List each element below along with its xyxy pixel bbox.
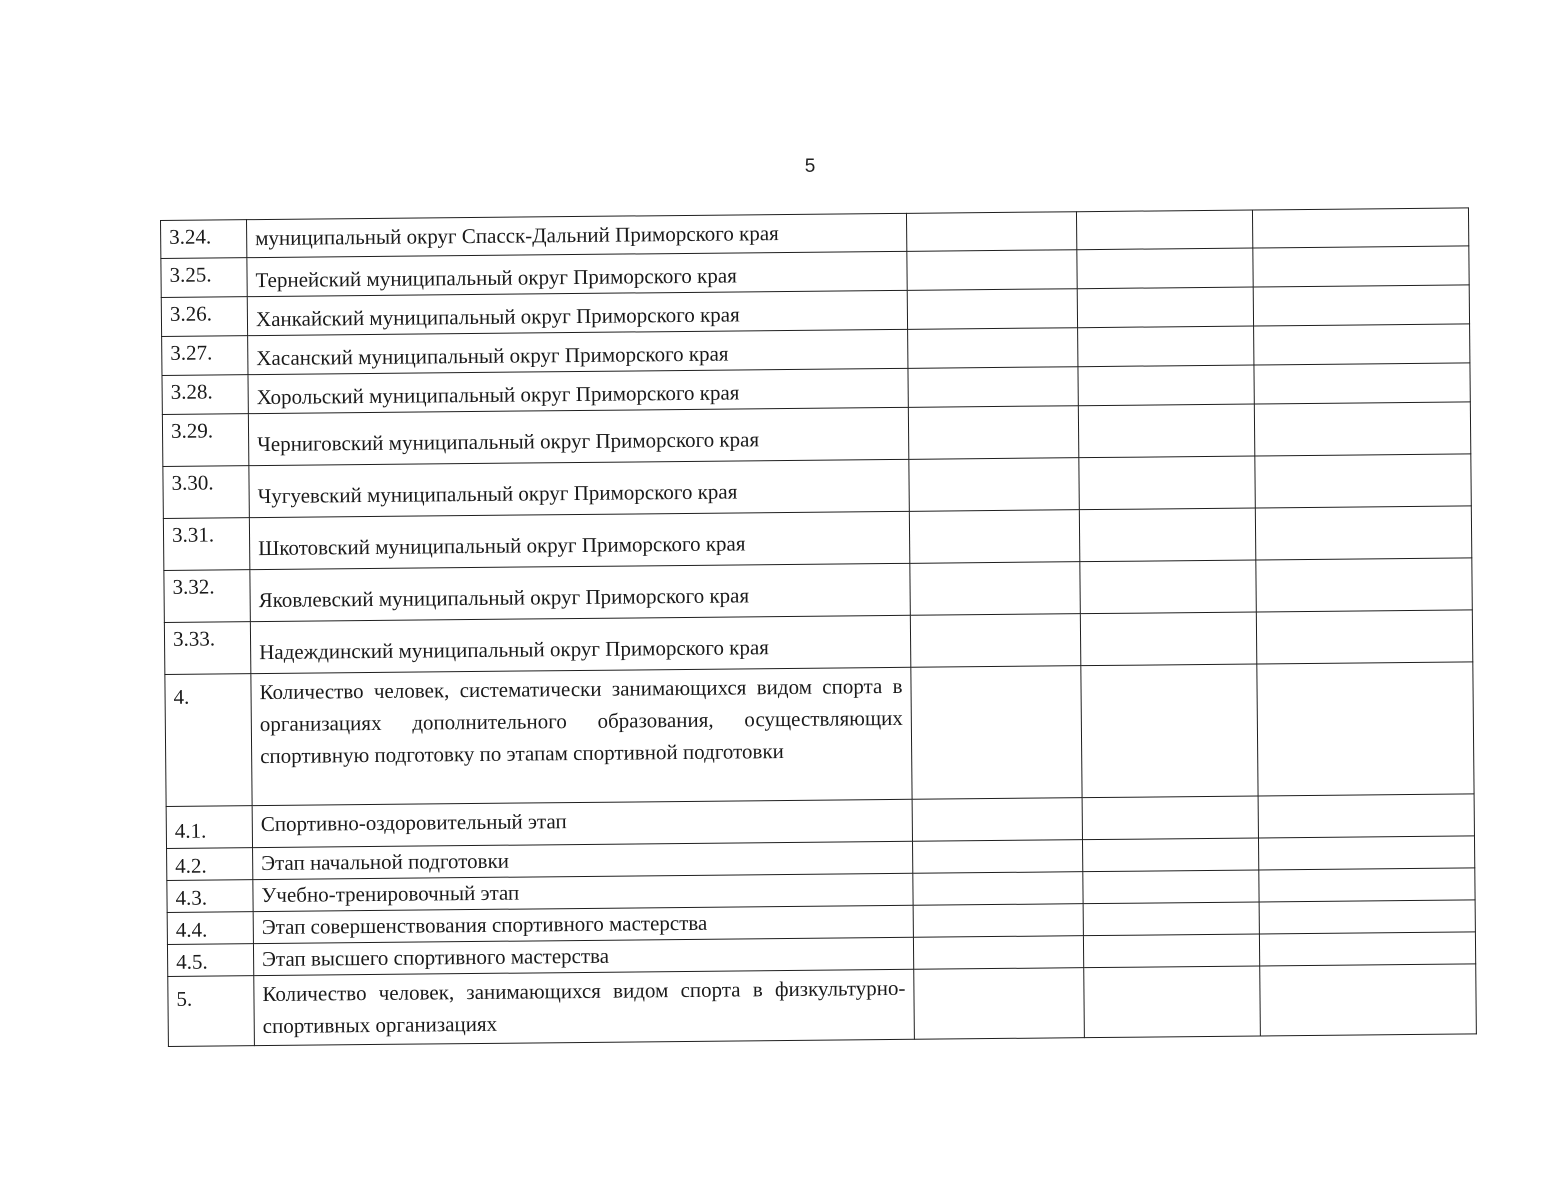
empty-cell bbox=[908, 367, 1078, 408]
row-number: 3.27. bbox=[162, 336, 248, 376]
statistics-table-container bbox=[160, 207, 1476, 1047]
row-name: Учебно-тренировочный этап bbox=[253, 873, 913, 911]
row-number: 4.4. bbox=[167, 912, 253, 945]
empty-cell bbox=[913, 904, 1083, 938]
empty-cell bbox=[907, 289, 1077, 330]
row-number: 3.28. bbox=[162, 375, 248, 415]
empty-cell bbox=[1080, 560, 1256, 614]
row-name: Чугуевский муниципальный округ Приморского края bbox=[249, 459, 909, 517]
row-name: Спортивно-оздоровительный этап bbox=[252, 799, 912, 847]
row-name: Хасанский муниципальный округ Приморского края bbox=[248, 329, 908, 374]
row-number: 3.31. bbox=[163, 518, 249, 571]
empty-cell bbox=[907, 250, 1077, 291]
row-number: 3.24. bbox=[161, 220, 247, 259]
empty-cell bbox=[908, 406, 1078, 460]
empty-cell bbox=[913, 936, 1083, 970]
empty-cell bbox=[1259, 868, 1475, 902]
empty-cell bbox=[1259, 900, 1475, 934]
empty-cell bbox=[1078, 365, 1254, 406]
empty-cell bbox=[910, 562, 1080, 616]
empty-cell bbox=[1258, 794, 1474, 838]
empty-cell bbox=[909, 458, 1079, 512]
empty-cell bbox=[1084, 966, 1261, 1038]
table-row bbox=[165, 662, 1474, 807]
row-name: Тернейский муниципальный округ Приморского края bbox=[247, 251, 907, 296]
row-name: Шкотовский муниципальный округ Приморского края bbox=[249, 511, 909, 569]
empty-cell bbox=[1253, 246, 1469, 287]
empty-cell bbox=[1077, 287, 1253, 328]
empty-cell bbox=[1254, 324, 1470, 365]
row-name: Количество человек, занимающихся видом спорта в физкультурно-спортивных организациях bbox=[254, 969, 915, 1045]
empty-cell bbox=[909, 510, 1079, 564]
empty-cell bbox=[1078, 404, 1254, 458]
empty-cell bbox=[1082, 838, 1258, 872]
empty-cell bbox=[1081, 664, 1258, 798]
empty-cell bbox=[1255, 506, 1471, 560]
empty-cell bbox=[1254, 363, 1470, 404]
empty-cell bbox=[1080, 612, 1256, 666]
row-number: 3.32. bbox=[164, 570, 250, 623]
statistics-table bbox=[160, 207, 1477, 1047]
row-number: 3.29. bbox=[162, 414, 248, 467]
row-name: Хорольский муниципальный округ Приморского края bbox=[248, 368, 908, 413]
row-number: 4. bbox=[165, 674, 252, 807]
empty-cell bbox=[908, 328, 1078, 369]
row-name: Этап высшего спортивного мастерства bbox=[253, 937, 913, 975]
empty-cell bbox=[1082, 796, 1258, 840]
table-row bbox=[168, 964, 1477, 1047]
empty-cell bbox=[912, 840, 1082, 874]
empty-cell bbox=[1079, 456, 1255, 510]
row-name: Этап совершенствования спортивного мастерства bbox=[253, 905, 913, 943]
row-number: 5. bbox=[168, 976, 255, 1047]
row-name: Этап начальной подготовки bbox=[253, 841, 913, 879]
row-name: Количество человек, систематически занимающихся видом спорта в организациях дополнительного образования, осуществляющих спортивную подготовку по этапам спортивной подготовки bbox=[251, 667, 912, 805]
empty-cell bbox=[1083, 902, 1259, 936]
empty-cell bbox=[1255, 454, 1471, 508]
row-name: Надеждинский муниципальный округ Приморского края bbox=[250, 615, 910, 673]
empty-cell bbox=[1258, 836, 1474, 870]
empty-cell bbox=[1083, 870, 1259, 904]
row-name: Яковлевский муниципальный округ Приморского края bbox=[250, 563, 910, 621]
row-number: 4.1. bbox=[166, 806, 252, 849]
empty-cell bbox=[1252, 208, 1468, 248]
empty-cell bbox=[1257, 662, 1474, 796]
row-number: 4.2. bbox=[167, 848, 253, 881]
empty-cell bbox=[1260, 964, 1477, 1036]
empty-cell bbox=[910, 614, 1080, 668]
empty-cell bbox=[914, 968, 1085, 1040]
row-number: 4.3. bbox=[167, 880, 253, 913]
empty-cell bbox=[1076, 210, 1252, 250]
empty-cell bbox=[906, 212, 1076, 252]
empty-cell bbox=[1077, 248, 1253, 289]
row-number: 3.33. bbox=[164, 622, 250, 675]
empty-cell bbox=[913, 872, 1083, 906]
row-number: 4.5. bbox=[167, 944, 253, 977]
row-name: муниципальный округ Спасск-Дальний Приморского края bbox=[247, 213, 907, 257]
row-number: 3.30. bbox=[163, 466, 249, 519]
empty-cell bbox=[1259, 932, 1475, 966]
empty-cell bbox=[1254, 402, 1470, 456]
empty-cell bbox=[1078, 326, 1254, 367]
row-number: 3.25. bbox=[161, 258, 247, 298]
row-name: Ханкайский муниципальный округ Приморского края bbox=[247, 290, 907, 335]
empty-cell bbox=[1083, 934, 1259, 968]
empty-cell bbox=[1253, 285, 1469, 326]
empty-cell bbox=[911, 666, 1082, 800]
empty-cell bbox=[1256, 610, 1472, 664]
row-number: 3.26. bbox=[161, 297, 247, 337]
empty-cell bbox=[1256, 558, 1472, 612]
empty-cell bbox=[1079, 508, 1255, 562]
row-name: Черниговский муниципальный округ Приморского края bbox=[248, 407, 908, 465]
empty-cell bbox=[912, 798, 1082, 842]
page-number: 5 bbox=[804, 156, 816, 177]
